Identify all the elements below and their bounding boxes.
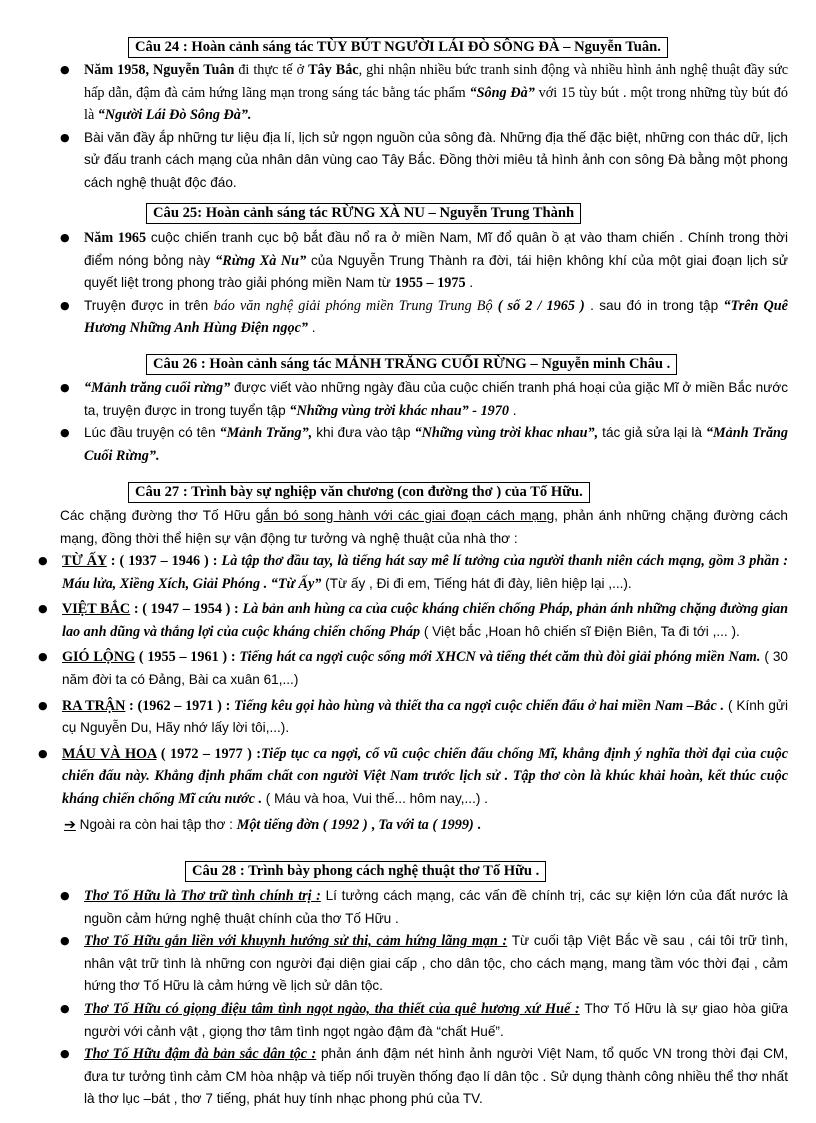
work-title: “Mảnh Trăng Cuối Rừng”. [84, 425, 789, 464]
style-point-title: Thơ Tố Hữu gắn liền với khuynh hướng sử thi, cảm hứng lãng mạn : [84, 933, 508, 950]
intro-paragraph [58, 505, 788, 550]
list-item [58, 127, 788, 195]
list-item [58, 227, 788, 295]
work-title: “Mảnh trăng cuối rừng” [84, 380, 231, 396]
question-25-heading: Câu 25: Hoàn cảnh sáng tác RỪNG XÀ NU – Nguyễn Trung Thành [146, 203, 581, 224]
collection-works: ( Kính gửi cụ Nguyễn Du, Hãy nhớ lấy lời tôi,...). [62, 697, 789, 736]
collection-years: : (1962 – 1971 ) : [125, 697, 235, 714]
underlined-text: gắn bó song hành với các giai đoạn cách mạng [255, 508, 555, 523]
style-point-text: phản ánh đậm nét hình ảnh người Việt Nam, tổ quốc VN trong thời đại CM, đưa tư tưởng tình cảm CM hòa nhập và tiếp nối truyền thống đạo lí dân tộc . Sử dụng thành công nhiều thể thơ nhất là thơ lục –bát , thơ 7 tiếng, phát huy tính nhạc phong phú của TV. [84, 1046, 788, 1107]
collection-name: Một tiếng đờn ( 1992 ) [236, 816, 368, 833]
question-24-body [58, 59, 788, 195]
collection-name: RA TRẬN [62, 697, 126, 714]
collection-works: (Từ ấy , Đi đi em, Tiếng hát đi đày, liên hiệp lại ,...). [321, 575, 632, 591]
collection-years: ( 1972 – 1977 ) : [156, 745, 262, 762]
body-text: Các chặng đường thơ Tố Hữu [60, 508, 256, 523]
work-title: “Sông Đà” [469, 84, 535, 101]
style-point-title: Thơ Tố Hữu là Thơ trữ tình chính trị : [84, 888, 321, 904]
list-item [36, 646, 788, 691]
body-text: Truyện được in trên [84, 297, 214, 313]
body-text: đi thực tế ở [234, 62, 309, 78]
question-27-heading: Câu 27 : Trình bày sự nghiệp văn chương (con đường thơ ) của Tố Hữu. [128, 482, 590, 503]
style-point-text: Lí tưởng cách mạng, các vấn đề chính trị, các sự kiện lớn của đất nước là nguồn cảm hứng nghệ thuật chính của thơ Tố Hữu . [84, 888, 788, 926]
collection-works: ( Máu và hoa, Vui thế... hôm nay,...) . [262, 790, 488, 806]
work-title: “Những vùng trời khac nhau”, [414, 425, 599, 442]
collection-years: : ( 1947 – 1954 ) : [130, 601, 243, 618]
list-item [58, 930, 788, 998]
body-text: của Nguyễn Trung Thành ra đời, tái hiện không khí của một giai đoạn lịch sử quyết liệt trong phong trào giải phóng miền Nam từ [84, 252, 788, 291]
question-26-heading: Câu 26 : Hoàn cảnh sáng tác MẢNH TRĂNG CUỐI RỪNG – Nguyễn minh Châu . [146, 354, 677, 375]
body-text: . sau đó in trong tập [584, 297, 724, 313]
extra-collections-note [36, 814, 788, 837]
emphasis-text: Năm 1958, Nguyễn Tuân [84, 62, 235, 78]
list-item [58, 1043, 788, 1111]
body-text: , phản ánh những chặng đường cách mạng, đồng thời thể hiện sự vận động tư tưởng và nghệ thuật của nhà thơ : [60, 508, 788, 546]
style-point-title: Thơ Tố Hữu đậm đà bản sắc dân tộc : [84, 1046, 317, 1063]
collection-description: Tiếng hát ca ngợi cuộc sống mới XHCN và tiếng thét căm thù đòi giải phóng miền Nam. [239, 649, 761, 666]
work-title: “Người Lái Đò Sông Đà”. [97, 107, 252, 124]
body-text: Ngoài ra còn hai tập thơ : [75, 816, 237, 832]
body-text: Lúc đầu truyện có tên [84, 425, 220, 441]
body-text: với 15 tùy bút . một trong những tùy bút đó là [84, 84, 788, 124]
body-text: tác giả sửa lại là [598, 425, 706, 441]
collection-works: ( 30 năm đời ta có Đảng, Bài ca xuân 61,...) [62, 649, 788, 687]
list-item [36, 695, 788, 740]
arrow-icon: ➔ [64, 816, 76, 833]
question-27-body [58, 505, 788, 550]
work-title: “Những vùng trời khác nhau” - 1970 [289, 402, 509, 419]
emphasis-text: Năm 1965 [84, 230, 147, 246]
collection-name: MÁU VÀ HOA [62, 745, 157, 762]
list-item [36, 743, 788, 811]
question-28-body [58, 885, 788, 1111]
body-text: khi đưa vào tập [312, 425, 415, 441]
collection-name: GIÓ LỘNG [62, 649, 136, 666]
style-point-title: Thơ Tố Hữu có giọng điệu tâm tình ngọt ngào, tha thiết của quê hương xứ Huế : [84, 1000, 580, 1017]
publication-name: báo văn nghệ giải phóng miền Trung Trung Bộ [213, 297, 493, 314]
collection-description: Là tập thơ đầu tay, là tiếng hát say mê lí tưởng của người thanh niên cách mạng, gồm 3 phần : Máu lửa, Xiềng Xích, Giải Phóng . “Từ Ấy” [62, 553, 788, 592]
emphasis-text: 1955 – 1975 [394, 275, 466, 292]
collection-description: Tiếng kêu gọi hào hùng và thiết tha ca ngợi cuộc chiến đấu ở hai miền Nam –Bắc . [234, 697, 725, 714]
body-text: Bài văn đầy ắp những tư liệu địa lí, lịch sử ngọn nguồn của sông đà. Những địa thế đặc biệt, những con thác dữ, lịch sử đấu tranh cách mạng của nhân dân vùng cao Tây Bắc. Đồng thời miêu tả hình ảnh con sông Đà bằng một phong cách nghệ thuật độc đáo. [84, 129, 788, 190]
collection-works: ( Việt bắc ,Hoan hô chiến sĩ Điện Biên, Ta đi tới ,... ). [420, 623, 740, 639]
question-24-heading: Câu 24 : Hoàn cảnh sáng tác TÙY BÚT NGƯỜI LÁI ĐÒ SÔNG ĐÀ – Nguyễn Tuân. [128, 37, 668, 58]
emphasis-text: Tây Bắc [308, 62, 359, 78]
list-item [36, 550, 788, 595]
collection-years: ( 1955 – 1961 ) : [135, 649, 240, 666]
work-title: “Trên Quê Hương Những Anh Hùng Điện ngọc” [84, 297, 788, 337]
body-text: . [307, 320, 316, 336]
body-text: . [465, 275, 474, 291]
list-item [58, 377, 788, 422]
question-26-body [58, 377, 788, 467]
collection-years: : ( 1937 – 1946 ) : [106, 553, 222, 569]
body-text: . [473, 816, 481, 833]
separator-text: , [367, 816, 379, 833]
collection-name: Ta với ta ( 1999) [378, 816, 474, 833]
style-point-text: Thơ Tố Hữu là sự giao hòa giữa người với cảnh vật , giọng thơ tâm tình ngọt ngào đậm đà “chất Huế”. [84, 1000, 788, 1039]
list-item [58, 998, 788, 1043]
list-item [36, 598, 788, 643]
body-text: . [508, 402, 517, 418]
collection-description: Là bản anh hùng ca của cuộc kháng chiến chống Pháp, phản ánh những chặng đường gian lao anh dũng và thắng lợi của cuộc kháng chiến chống Pháp [62, 601, 788, 640]
list-item [58, 885, 788, 930]
list-item [58, 59, 788, 127]
work-title: “Mảnh Trăng”, [219, 425, 313, 442]
issue-number: ( số 2 / 1965 ) [492, 297, 585, 314]
style-point-text: Từ cuối tập Việt Bắc về sau , cái tôi trữ tình, nhân vật trữ tình là những con người đại diện giai cấp , cho dân tộc, cho cách mạng, mang tầm vóc thời đại , cảm hứng thơ Tố Hữu là cảm hứng về lịch sử dân tộc. [84, 933, 788, 994]
body-text: được viết vào những ngày đầu của cuộc chiến tranh phá hoại của giặc Mĩ ở miền Bắc nước ta, truyện được in trong tuyển tập [84, 380, 788, 418]
body-text: cuộc chiến tranh cục bộ bắt đầu nổ ra ở miền Nam, Mĩ đổ quân ồ ạt vào tham chiến . Chính trong thời điểm nóng bỏng này [84, 230, 788, 268]
collection-name: VIỆT BẮC [62, 601, 131, 618]
collection-list [36, 550, 788, 836]
list-item [58, 422, 788, 467]
collection-description: Tiếp tục ca ngợi, cổ vũ cuộc chiến đấu chống Mĩ, khẳng định ý nghĩa thời đại của cuộc chiến đấu này. Khẳng định phẩm chất con người Việt Nam trước lịch sử . Tập thơ còn là khúc khải hoàn, kết thúc cuộc kháng chiến chống Mĩ cứu nước . [62, 745, 788, 807]
body-text: , ghi nhận nhiều bức tranh sinh động và nhiều hình ảnh nghệ thuật đầy sức hấp dẫn, đậm đà cảm hứng lãng mạn trong sáng tác bằng tác phẩm [84, 62, 788, 101]
list-item [58, 295, 788, 340]
question-28-heading: Câu 28 : Trình bày phong cách nghệ thuật thơ Tố Hữu . [185, 861, 546, 882]
collection-name: TỪ ẤY [62, 553, 107, 569]
question-25-body [58, 227, 788, 340]
work-title: “Rừng Xà Nu” [215, 252, 307, 269]
